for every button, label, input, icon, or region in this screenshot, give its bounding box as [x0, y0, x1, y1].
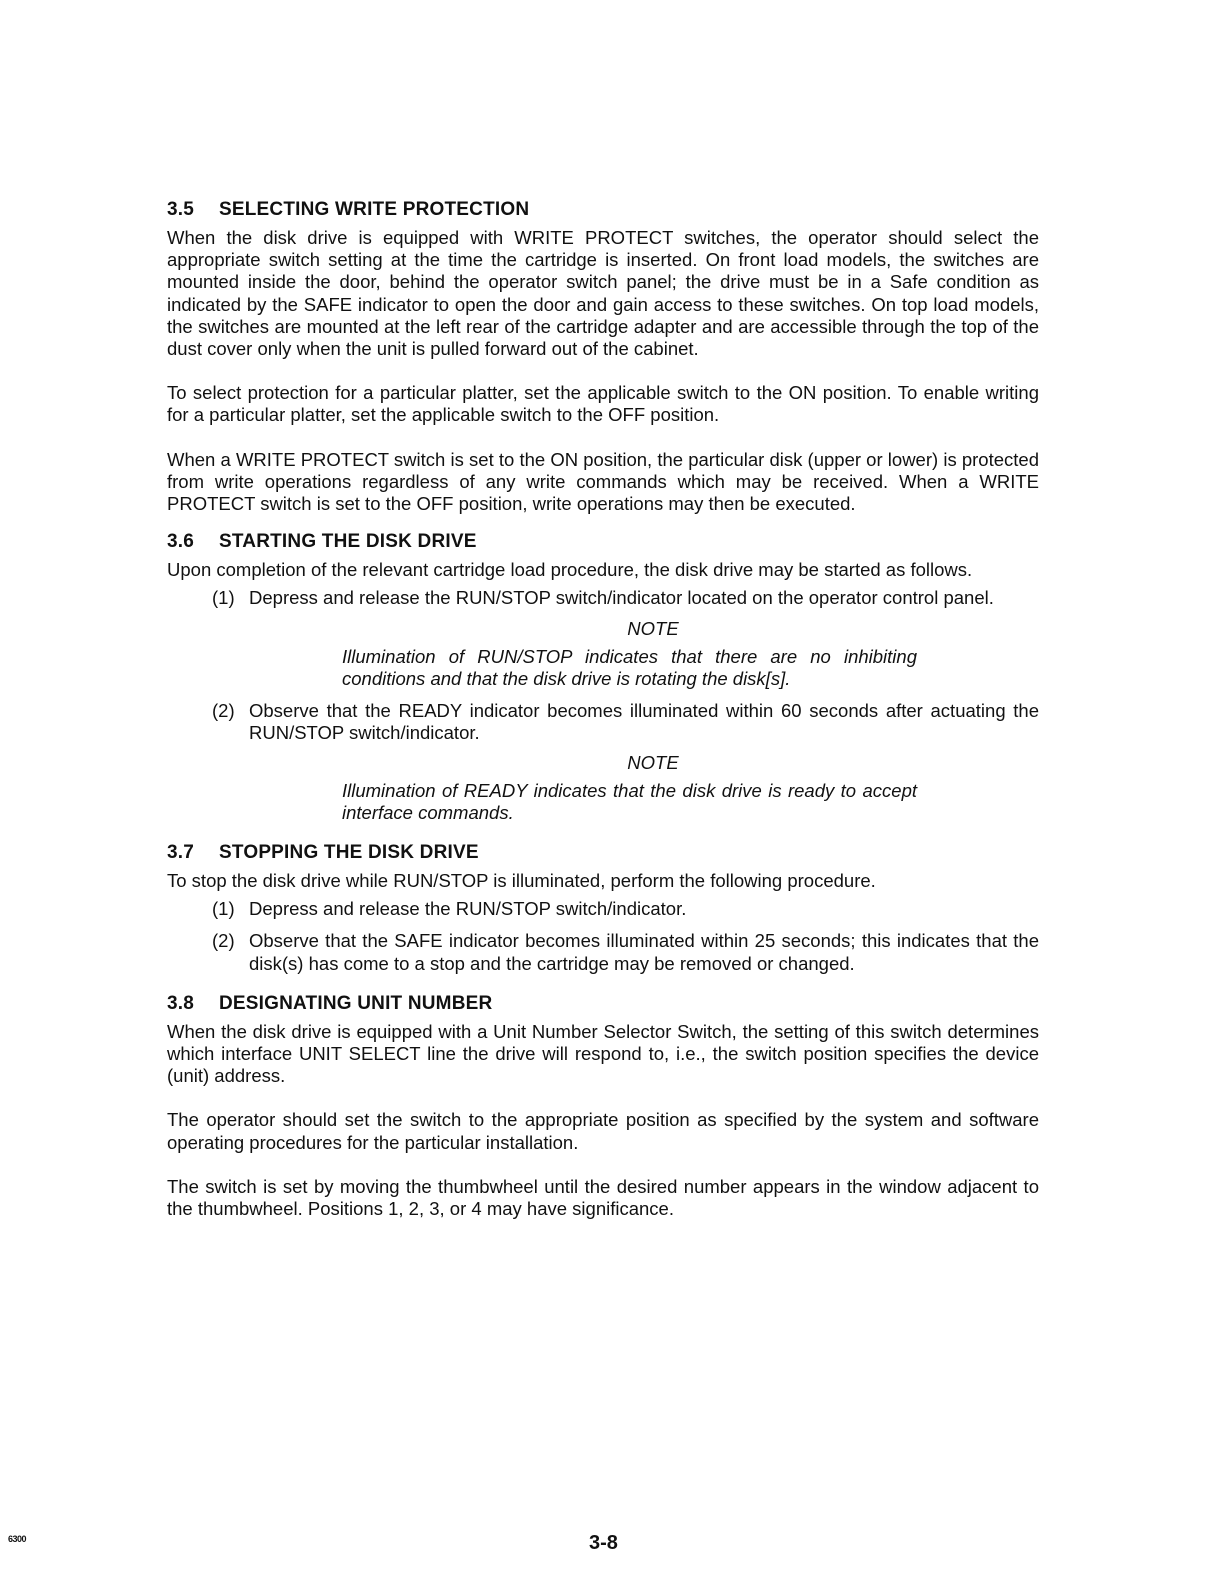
section-heading [167, 197, 1039, 223]
section-3-7 [167, 840, 1039, 975]
page-content [167, 197, 1039, 1242]
section-number: 3.8 [167, 992, 195, 1014]
section-number: 3.7 [167, 842, 195, 864]
paragraph: To select protection for a particular platter, set the applicable switch to the ON position. To enable writing for a particular platter, set the applicable switch to the OFF position. [167, 382, 1039, 426]
section-intro: Upon completion of the relevant cartridge load procedure, the disk drive may be started as follows. [167, 559, 973, 581]
step-number: (1) [212, 898, 235, 920]
section-intro: To stop the disk drive while RUN/STOP is illuminated, perform the following procedure. [167, 870, 876, 892]
section-title: DESIGNATING UNIT NUMBER [219, 992, 493, 1014]
paragraph: The operator should set the switch to the appropriate position as specified by the system and software operating procedures for the particular installation. [167, 1109, 1039, 1153]
page-number: 3-8 [589, 1532, 618, 1554]
section-number: 3.5 [167, 199, 195, 220]
note-text: Illumination of READY indicates that the disk drive is ready to accept interface commands. [342, 780, 917, 824]
section-3-8 [167, 991, 1039, 1220]
paragraph: The switch is set by moving the thumbwheel until the desired number appears in the window adjacent to the thumbwheel. Positions 1, 2, 3, or 4 may have significance. [167, 1175, 1039, 1220]
step-text: Depress and release the RUN/STOP switch/indicator located on the operator control panel. [249, 587, 994, 609]
procedure-step [167, 898, 1039, 920]
step-text: Observe that the SAFE indicator becomes illuminated within 25 seconds; this indicates that the disk(s) has come to a stop and the cartridge may be removed or changed. [249, 930, 1039, 974]
section-heading [167, 529, 1039, 555]
section-title: SELECTING WRITE PROTECTION [219, 199, 530, 220]
section-3-6 [167, 529, 1039, 824]
document-code: 6300 [8, 1534, 27, 1544]
section-heading [167, 991, 1039, 1017]
step-text: Observe that the READY indicator becomes illuminated within 60 seconds after actuating the RUN/STOP switch/indicator. [249, 699, 1039, 743]
step-text: Depress and release the RUN/STOP switch/indicator. [249, 898, 687, 920]
procedure-step [167, 587, 1039, 609]
paragraph: When the disk drive is equipped with WRITE PROTECT switches, the operator should select the appropriate switch setting at the time the cartridge is inserted. On front load models, the switches are mounted inside the door, behind the operator switch panel; the drive must be in a Safe condition as indicated by the SAFE indicator to open the door and gain access to these switches. On top load models, the switches are mounted at the left rear of the cartridge adapter and are accessible through the top of the dust cover only when the unit is pulled forward out of the cabinet. [167, 227, 1039, 360]
step-number: (2) [212, 699, 235, 721]
procedure-step [167, 930, 1039, 974]
paragraph: When a WRITE PROTECT switch is set to the ON position, the particular disk (upper or lower) is protected from write operations regardless of any write commands which may be received. When a WRITE PROTECT switch is set to the OFF position, write operations may then be executed. [167, 448, 1039, 515]
procedure-step [167, 700, 1039, 744]
section-3-5 [167, 197, 1039, 515]
note-text: Illumination of RUN/STOP indicates that there are no inhibiting conditions and that the disk drive is rotating the disk[s]. [342, 645, 917, 689]
note-title: NOTE [627, 617, 679, 639]
step-number: (2) [212, 930, 235, 952]
note-title: NOTE [627, 752, 679, 774]
paragraph: When the disk drive is equipped with a Unit Number Selector Switch, the setting of this switch determines which interface UNIT SELECT line the drive will respond to, i.e., the switch position specifies the device (unit) address. [167, 1020, 1039, 1087]
section-number: 3.6 [167, 531, 195, 553]
step-number: (1) [212, 587, 235, 609]
section-title: STARTING THE DISK DRIVE [219, 531, 477, 553]
section-heading [167, 840, 1039, 866]
section-title: STOPPING THE DISK DRIVE [219, 842, 479, 864]
